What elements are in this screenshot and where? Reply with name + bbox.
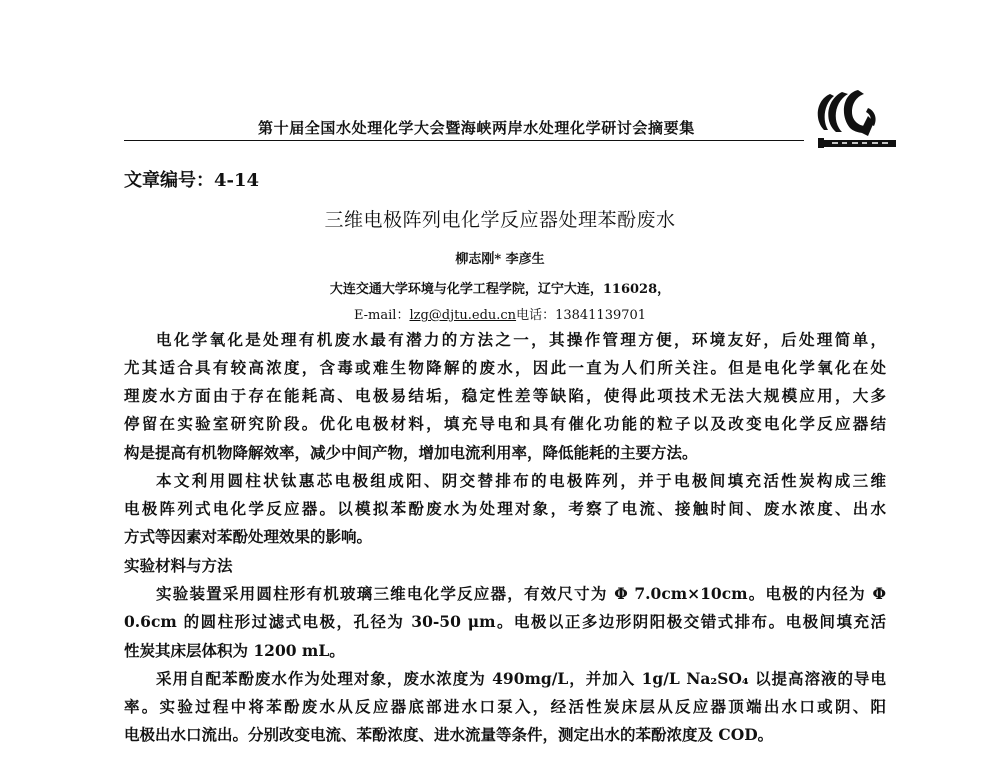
proceedings-header-title: 第十届全国水处理化学大会暨海峡两岸水处理化学研讨会摘要集 [258,119,695,137]
article-number: 文章编号：4-14 [124,170,260,191]
paragraph-line: 电极出水口流出。分别改变电流、苯酚浓度、进水流量等条件，测定出水的苯酚浓度及 COD。 [124,725,774,744]
phone-number: 电话：13841139701 [516,308,647,323]
proceedings-logo-icon [812,86,898,152]
paragraph-line: 本文利用圆柱状钛惠芯电极组成阳、阴交替排布的电极阵列，并于电极间填充活性炭构成三维 [156,471,886,490]
affiliation: 大连交通大学环境与化学工程学院，辽宁大连，116028， [329,282,671,297]
section-heading: 实验材料与方法 [124,556,233,575]
paragraph-line: 性炭其床层体积为 1200 mL。 [124,641,345,660]
authors: 柳志刚* 李彦生 [455,252,545,267]
email-link[interactable]: lzg@djtu.edu.cn [409,308,517,323]
paragraph-line: 采用自配苯酚废水作为处理对象，废水浓度为 490mg/L，并加入 1g/L Na₂SO₄ 以提高溶液的导电 [156,669,886,688]
email-label: E-mail： [353,308,410,323]
paper-title: 三维电极阵列电化学反应器处理苯酚废水 [324,209,676,231]
header-divider [124,140,804,141]
paragraph-line: 实验装置采用圆柱形有机玻璃三维电化学反应器，有效尺寸为 Φ 7.0cm×10cm。电极的内径为 Φ [156,584,886,603]
paragraph-line: 尤其适合具有较高浓度，含毒或难生物降解的废水，因此一直为人们所关注。但是电化学氧化在处 [124,358,886,377]
paragraph-line: 方式等因素对苯酚处理效果的影响。 [124,527,373,546]
paragraph-line: 构是提高有机物降解效率，减少中间产物，增加电流利用率，降低能耗的主要方法。 [124,443,698,462]
contact-line [0,304,1000,323]
paragraph-line: 0.6cm 的圆柱形过滤式电极，孔径为 30-50 μm。电极以正多边形阴阳极交错式排布。电极间填充活 [124,612,886,631]
paragraph-line: 率。实验过程中将苯酚废水从反应器底部进水口泵入，经活性炭床层从反应器顶端出水口或阴、阳 [124,697,886,716]
paragraph-line: 停留在实验室研究阶段。优化电极材料，填充导电和具有催化功能的粒子以及改变电化学反应器结 [124,414,886,433]
paragraph-line: 电化学氧化是处理有机废水最有潜力的方法之一，其操作管理方便，环境友好，后处理简单， [156,330,886,349]
paragraph-line: 理废水方面由于存在能耗高、电极易结垢，稳定性差等缺陷，使得此项技术无法大规模应用，大多 [124,386,886,405]
paragraph-line: 电极阵列式电化学反应器。以模拟苯酚废水为处理对象，考察了电流、接触时间、废水浓度、出水 [124,499,886,518]
